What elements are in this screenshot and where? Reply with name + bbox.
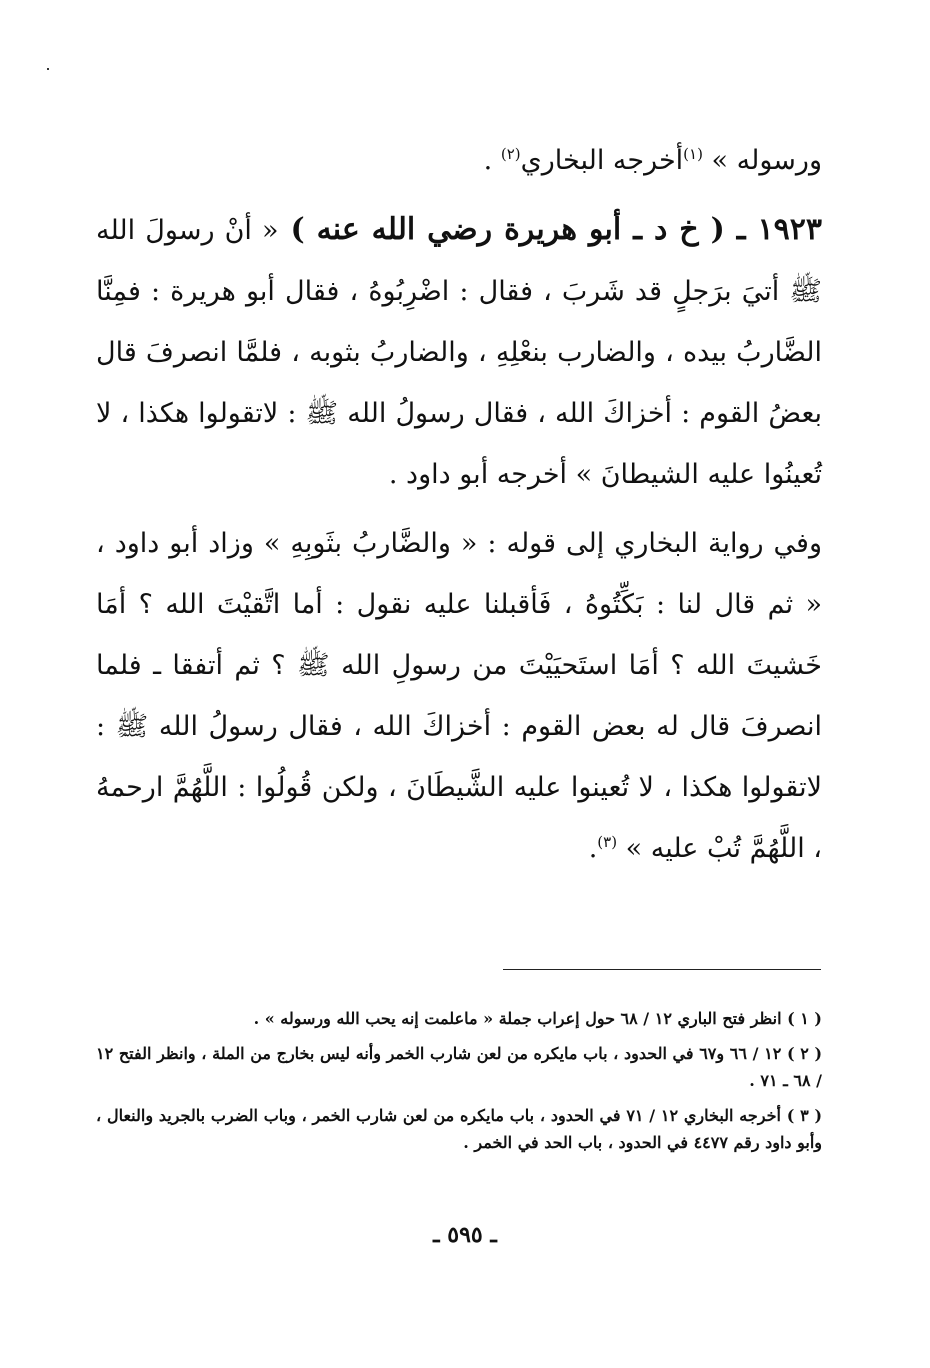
- footnote-ref-2: (٢): [500, 145, 521, 163]
- footnote-2: ( ٢ ) ١٢ / ٦٦ و٦٧ في الحدود ، باب مايكره من لعن شارب الخمر وأنه ليس بخارج من الملة ، وانظر الفتح ١٢ / ٦٨ ـ ٧١ .: [96, 1044, 823, 1090]
- main-text: [96, 130, 822, 879]
- second-narration-text: وفي رواية البخاري إلى قوله : « والضَّاربُ بثَوبِهِ » وزاد أبو داود ، « ثم قال لنا : بَكِّتُوهُ ، فَأقبلنا عليه نقول : أما اتَّقيْتَ الله ؟ أمَا خَشيتَ الله ؟ أمَا استَحيَيْتَ من رسولِ الله ﷺ ؟ ثم أتفقا ـ فلما انصرفَ قال له بعض القوم : أخزاكَ الله ، فقال رسولُ الله ﷺ : لاتقولوا هكذا ، لا تُعينوا عليه الشَّيطَانَ ، ولكن قُولُوا : اللَّهُمَّ ارحمهُ ، اللَّهُمَّ تُبْ عليه »: [96, 528, 822, 864]
- hadith-paragraph: [96, 199, 822, 505]
- second-narration-end: .: [588, 833, 598, 864]
- intro-text: ورسوله »: [702, 145, 822, 176]
- footnote-1: ( ١ ) انظر فتح الباري ١٢ / ٦٨ حول إعراب جملة « ماعلمت إنه يحب الله ورسوله » .: [253, 1009, 822, 1028]
- footnote-separator: [503, 969, 821, 970]
- hadith-number-heading: ١٩٢٣ ـ ( خ د ـ أبو هريرة رضي الله عنه ): [278, 212, 822, 247]
- hadith-text: « أنْ رسولَ الله ﷺ أتيَ برَجلٍ قد شَربَ ، فقال : اضْرِبُوهُ ، فقال أبو هريرة : فمِنَّا الضَّاربُ بيده ، والضارب بنعْلِهِ ، والضاربُ بثوبه ، فلمَّا انصرفَ قال بعضُ القوم : أخزاكَ الله ، فقال رسولُ الله ﷺ : لاتقولوا هكذا ، لا تُعينُوا عليه الشيطانَ » أخرجه أبو داود .: [96, 215, 822, 490]
- footnote-3: ( ٣ ) أخرجه البخاري ١٢ / ٧١ في الحدود ، باب مايكره من لعن شارب الخمر ، وباب الضرب بالجريد والنعال ، وأبو داود رقم ٤٤٧٧ في الحدود ، باب الحد في الخمر .: [96, 1106, 823, 1152]
- scan-speck: [47, 68, 49, 70]
- second-narration-paragraph: [96, 513, 822, 879]
- intro-text-rest: أخرجه البخاري: [520, 145, 684, 176]
- intro-line: [96, 130, 822, 191]
- footnote-ref-1: (١): [683, 145, 703, 163]
- footnotes: [96, 1005, 822, 1164]
- intro-end: .: [483, 145, 501, 176]
- footnote-ref-3: (٣): [597, 833, 618, 851]
- page-number: ـ ٥٩٥ ـ: [433, 1222, 497, 1248]
